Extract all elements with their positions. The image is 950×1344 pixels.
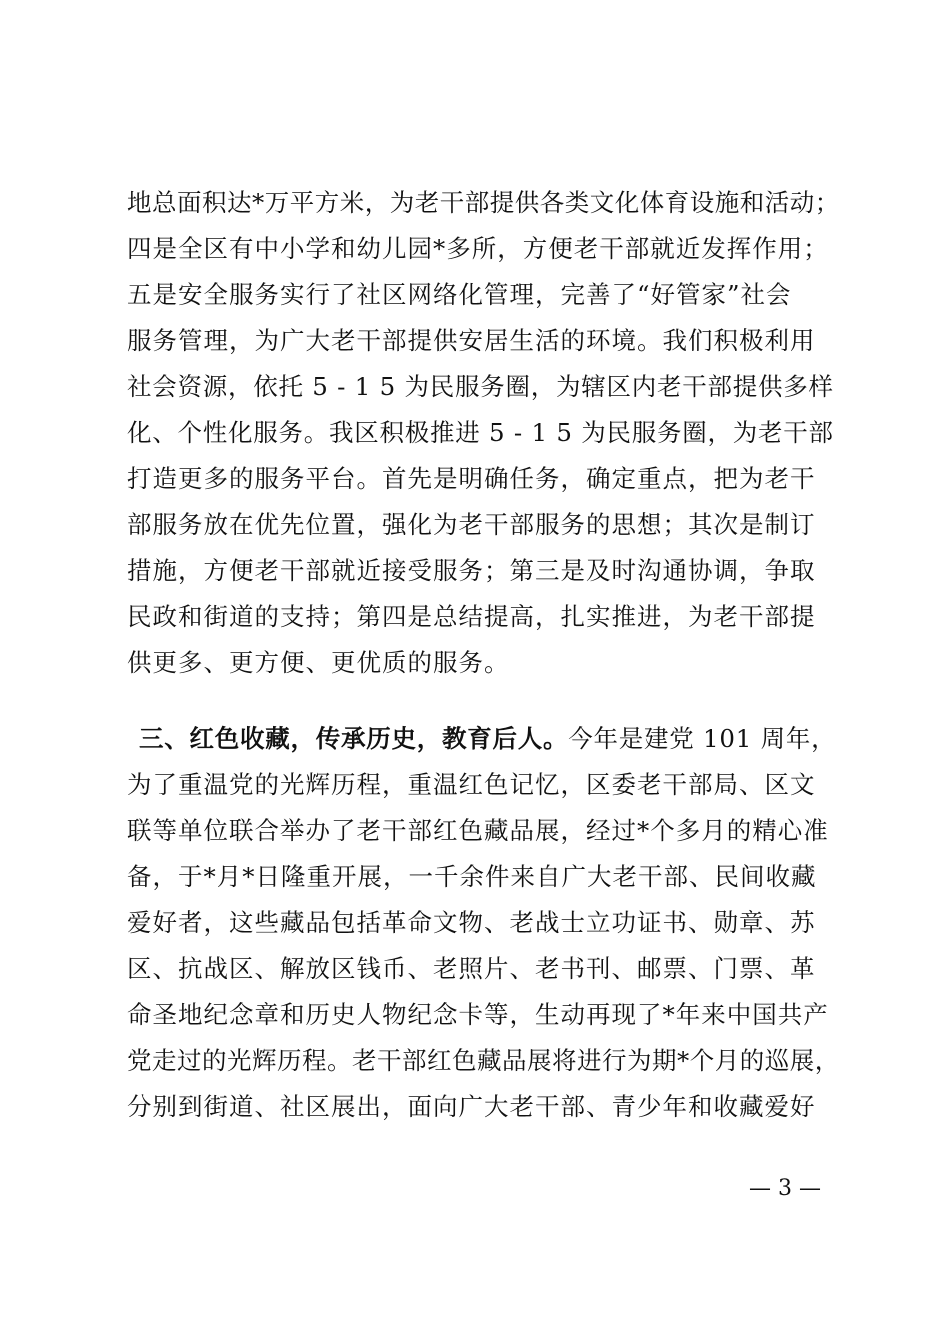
- section-heading-rest: 今年是建党 101 周年，: [568, 724, 837, 753]
- section-heading: 三、红色收藏，传承历史，教育后人。: [139, 724, 569, 753]
- text-line: 联等单位联合举办了老干部红色藏品展，经过*个多月的精心准: [127, 816, 829, 845]
- text-line: 化、个性化服务。我区积极推进 5 - 1 5 为民服务圈，为老干部: [127, 418, 834, 447]
- text-line: 分别到街道、社区展出，面向广大老干部、青少年和收藏爱好: [127, 1092, 816, 1121]
- text-line: 地总面积达*万平方米，为老干部提供各类文化体育设施和活动；: [127, 188, 840, 217]
- text-line: 供更多、更方便、更优质的服务。: [127, 648, 510, 677]
- text-line: 党走过的光辉历程。老干部红色藏品展将进行为期*个月的巡展，: [127, 1046, 840, 1075]
- text-line: 五是安全服务实行了社区网络化管理，完善了“好管家”社会: [127, 280, 792, 309]
- text-line: 命圣地纪念章和历史人物纪念卡等，生动再现了*年来中国共产: [127, 1000, 829, 1029]
- text-line: 为了重温党的光辉历程，重温红色记忆，区委老干部局、区文: [127, 770, 816, 799]
- text-line: 社会资源，依托 5 - 1 5 为民服务圈，为辖区内老干部提供多样: [127, 372, 834, 401]
- text-line: 民政和街道的支持；第四是总结提高，扎实推进，为老干部提: [127, 602, 816, 631]
- text-line: 措施，方便老干部就近接受服务；第三是及时沟通协调，争取: [127, 556, 816, 585]
- text-line: 服务管理，为广大老干部提供安居生活的环境。我们积极利用: [127, 326, 816, 355]
- text-line: 爱好者，这些藏品包括革命文物、老战士立功证书、勋章、苏: [127, 908, 816, 937]
- text-line: 部服务放在优先位置，强化为老干部服务的思想；其次是制订: [127, 510, 816, 539]
- text-line: 区、抗战区、解放区钱币、老照片、老书刊、邮票、门票、革: [127, 954, 816, 983]
- text-line: 四是全区有中小学和幼儿园*多所，方便老干部就近发挥作用；: [127, 234, 829, 263]
- text-line: 打造更多的服务平台。首先是明确任务，确定重点，把为老干: [127, 464, 816, 493]
- page-number: — 3 —: [749, 1176, 821, 1201]
- text-line: 备，于*月*日隆重开展，一千余件来自广大老干部、民间收藏: [127, 862, 817, 891]
- section-heading-line: [139, 719, 836, 759]
